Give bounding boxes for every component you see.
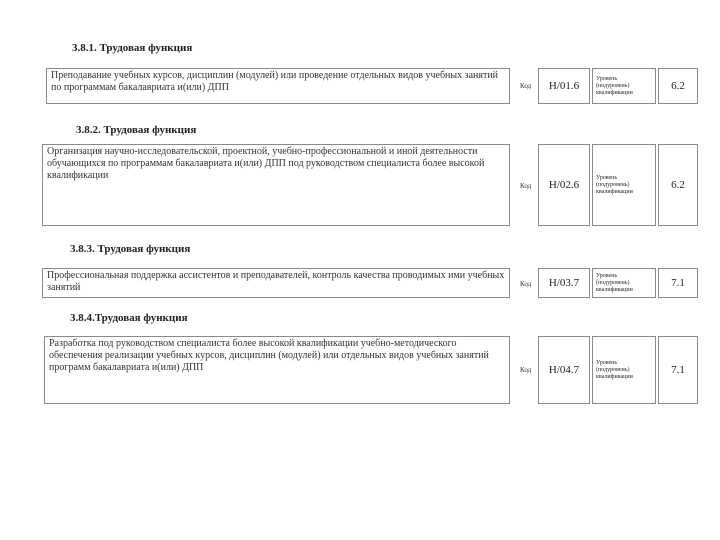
level-value: 6.2 — [658, 144, 698, 226]
level-label: Уровень (подуровень) квалификации — [592, 268, 656, 298]
function-code: H/03.7 — [538, 268, 590, 298]
function-description: Преподавание учебных курсов, дисциплин (модулей) или проведение отдельных видов учебных занятий по программам бакалавриата и(или) ДПП — [46, 68, 510, 104]
code-label: Код — [520, 280, 532, 288]
function-description: Разработка под руководством специалиста более высокой квалификации учебно-методического обеспечения реализации учебных курсов, дисциплин (модулей) или отдельных видов учебных занятий программ бакалавриата и(или) ДПП — [44, 336, 510, 404]
level-value: 7.1 — [658, 336, 698, 404]
code-label: Код — [520, 182, 532, 190]
level-label: Уровень (подуровень) квалификации — [592, 144, 656, 226]
function-code: H/04.7 — [538, 336, 590, 404]
level-value: 7.1 — [658, 268, 698, 298]
code-label: Код — [520, 366, 532, 374]
level-label: Уровень (подуровень) квалификации — [592, 336, 656, 404]
function-description: Профессиональная поддержка ассистентов и преподавателей, контроль качества проводимых ими учебных занятий — [42, 268, 510, 298]
function-heading: 3.8.3. Трудовая функция — [70, 243, 191, 255]
function-heading: 3.8.4.Трудовая функция — [70, 312, 188, 324]
level-value: 6.2 — [658, 68, 698, 104]
function-description: Организация научно-исследовательской, проектной, учебно-профессиональной и иной деятельности обучающихся по программам бакалавриата и(или) ДПП под руководством специалиста более высокой квалификации — [42, 144, 510, 226]
function-heading: 3.8.2. Трудовая функция — [76, 124, 197, 136]
level-label: Уровень (подуровень) квалификации — [592, 68, 656, 104]
function-code: H/01.6 — [538, 68, 590, 104]
code-label: Код — [520, 82, 532, 90]
function-heading: 3.8.1. Трудовая функция — [72, 42, 193, 54]
function-code: H/02.6 — [538, 144, 590, 226]
